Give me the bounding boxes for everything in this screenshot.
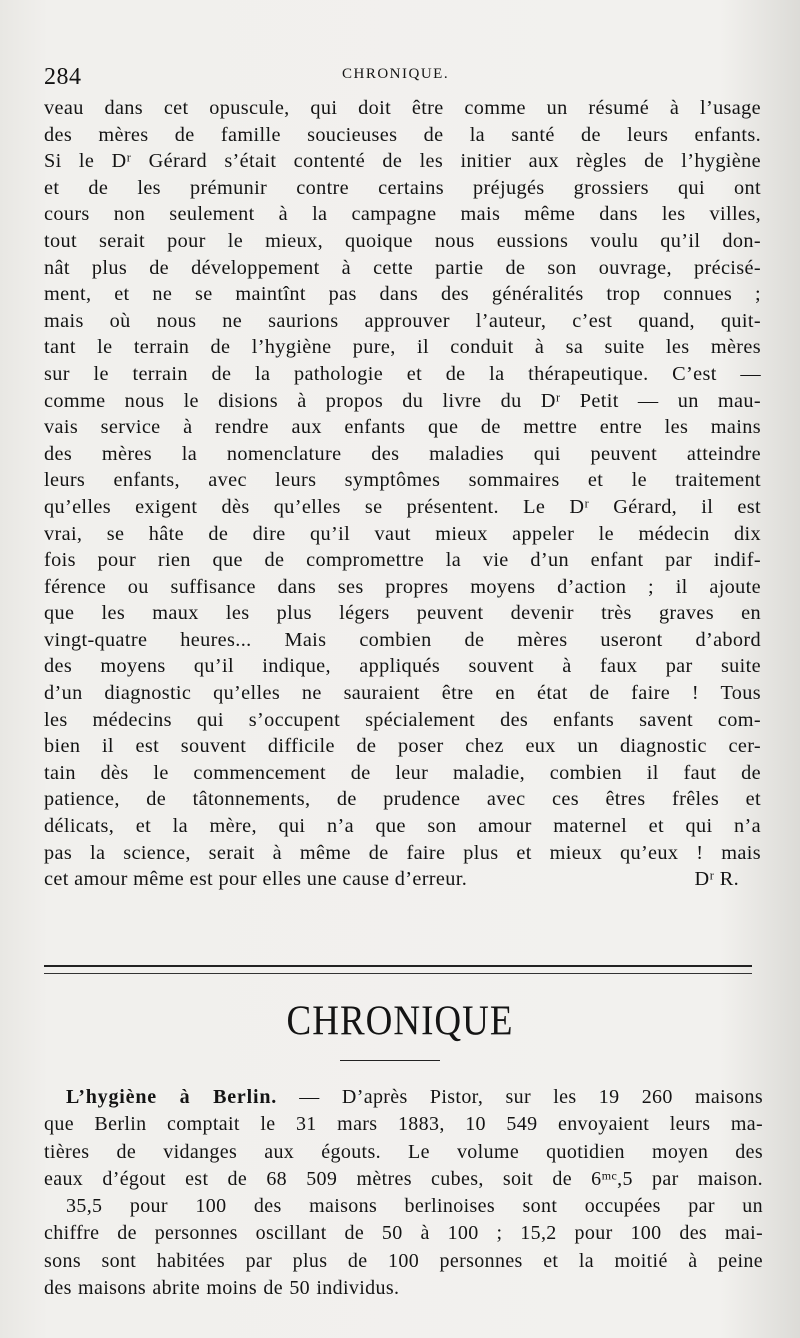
text-line: sons sont habitées par plus de 100 personnes et la moitié à peine <box>44 1249 763 1272</box>
page-number: 284 <box>44 64 82 90</box>
text-line: des mères la nomenclature des maladies qui peuvent atteindre <box>44 442 761 465</box>
text-line: que Berlin comptait le 31 mars 1883, 10 549 envoyaient leurs ma- <box>44 1113 763 1136</box>
text-line: que les maux les plus légers peuvent devenir très graves en <box>44 602 761 625</box>
text-line: des moyens qu’il indique, appliqués souvent à faux par suite <box>44 655 761 678</box>
text-line: sur le terrain de la pathologie et de la thérapeutique. C’est — <box>44 362 761 385</box>
text-line: vais service à rendre aux enfants que de mettre entre les mains <box>44 416 761 439</box>
text-line: leurs enfants, avec leurs symptômes sommaires et le traitement <box>44 469 761 492</box>
signature: Dʳ R. <box>694 868 739 891</box>
text-line: chiffre de personnes oscillant de 50 à 100 ; 15,2 pour 100 des mai- <box>44 1222 763 1245</box>
text-line: Si le Dʳ Gérard s’était contenté de les initier aux règles de l’hygiène <box>44 150 761 173</box>
closing-line <box>44 866 761 893</box>
text-line <box>44 1084 763 1111</box>
text-line: ment, et ne se maintînt pas dans des généralités trop connues ; <box>44 283 761 306</box>
title-underline <box>340 1060 440 1061</box>
section-title: CHRONIQUE <box>286 997 514 1046</box>
text-line: 35,5 pour 100 des maisons berlinoises sont occupées par un <box>66 1195 763 1218</box>
article-lead: — D’après Pistor, sur les 19 260 maisons <box>277 1086 763 1108</box>
review-text <box>44 95 761 893</box>
text-line: cours non seulement à la campagne mais même dans les villes, <box>44 203 761 226</box>
text-line: bien il est souvent difficile de poser chez eux un diagnostic cer- <box>44 735 761 758</box>
section-divider <box>44 965 752 974</box>
text-line: tain dès le commencement de leur maladie, combien il faut de <box>44 761 761 784</box>
text-line: délicats, et la mère, qui n’a que son amour maternel et qui n’a <box>44 815 761 838</box>
text-line: tant le terrain de l’hygiène pure, il conduit à sa suite les mères <box>44 336 761 359</box>
text-line: et de les prémunir contre certains préjugés grossiers qui ont <box>44 176 761 199</box>
text-line: comme nous le disions à propos du livre du Dʳ Petit — un mau- <box>44 389 761 412</box>
text-line: des mères de famille soucieuses de la santé de leurs enfants. <box>44 123 761 146</box>
running-head <box>44 60 760 90</box>
text-line: vrai, se hâte de dire qu’il vaut mieux appeler le médecin dix <box>44 522 761 545</box>
text-line: tout serait pour le mieux, quoique nous eussions voulu qu’il don- <box>44 229 761 252</box>
text-line: nât plus de développement à cette partie de son ouvrage, précisé- <box>44 256 761 279</box>
text-line: patience, de tâtonnements, de prudence avec ces êtres frêles et <box>44 788 761 811</box>
running-title: CHRONIQUE. <box>342 66 450 82</box>
text-line: vingt-quatre heures... Mais combien de mères useront d’abord <box>44 628 761 651</box>
text-line: d’un diagnostic qu’elles ne sauraient être en état de faire ! Tous <box>44 682 761 705</box>
article-text <box>44 1084 763 1302</box>
text-line: fois pour rien que de compromettre la vie d’un enfant par indif- <box>44 549 761 572</box>
article-heading: L’hygiène à Berlin. <box>66 1086 278 1108</box>
text-line: qu’elles exigent dès qu’elles se présentent. Le Dʳ Gérard, il est <box>44 495 761 518</box>
text-line: férence ou suffisance dans ses propres moyens d’action ; il ajoute <box>44 575 761 598</box>
text-line: les médecins qui s’occupent spécialement des enfants savent com- <box>44 708 761 731</box>
text-line: tières de vidanges aux égouts. Le volume quotidien moyen des <box>44 1140 763 1163</box>
text-line: mais où nous ne saurions approuver l’auteur, c’est quand, quit- <box>44 309 761 332</box>
text-line: veau dans cet opuscule, qui doit être comme un résumé à l’usage <box>44 97 761 119</box>
closing-text: cet amour même est pour elles une cause d’erreur. <box>44 868 468 891</box>
text-line: pas la science, serait à même de faire plus et mieux qu’eux ! mais <box>44 841 761 864</box>
text-line: des maisons abrite moins de 50 individus. <box>44 1277 400 1300</box>
text-line: eaux d’égout est de 68 509 mètres cubes, soit de 6ᵐᶜ,5 par maison. <box>44 1167 763 1190</box>
